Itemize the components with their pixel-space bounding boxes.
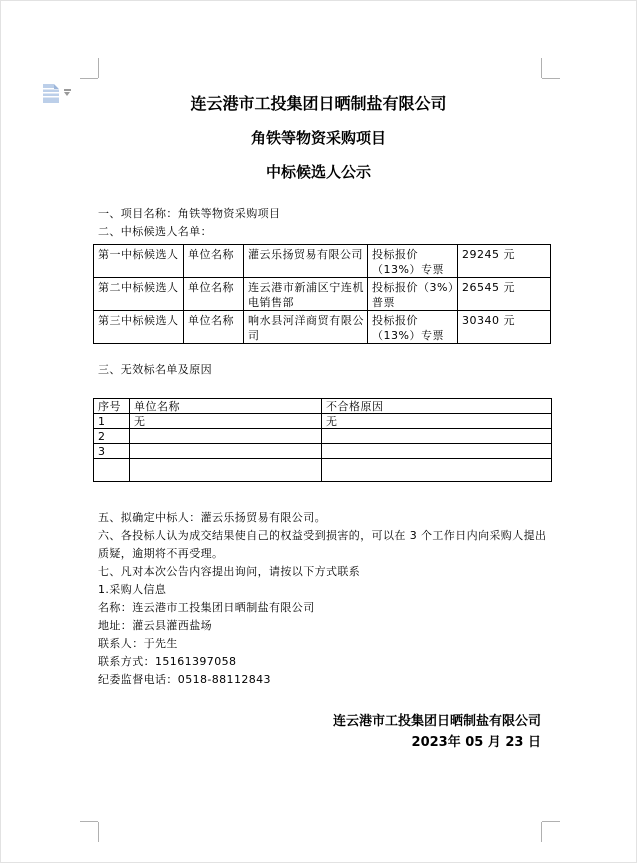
document-title-notice: 中标候选人公示 <box>265 163 371 181</box>
text-boundary-mark-bottom-right <box>542 821 560 822</box>
cell-field-label: 单位名称 <box>184 245 244 278</box>
table-row <box>94 444 552 459</box>
col-header-no: 序号 <box>94 399 130 414</box>
text-boundary-mark-top-right <box>541 58 542 78</box>
invalid-bids-table <box>93 398 552 482</box>
cell-no: 3 <box>94 444 130 459</box>
cell-price: 30340 元 <box>458 311 551 344</box>
cell-quote: 投标报价（13%）专票 <box>368 311 458 344</box>
cell-reason <box>322 444 552 459</box>
table-header-row <box>94 399 552 414</box>
document-title-project: 角铁等物资采购项目 <box>250 129 386 147</box>
section-candidate-list-label: 二、中标候选人名单： <box>98 225 212 238</box>
cell-price: 26545 元 <box>458 278 551 311</box>
text-boundary-mark-bottom-right <box>541 822 542 842</box>
winners-table <box>93 244 551 344</box>
section-inquiry-contact: 七、凡对本次公告内容提出询问，请按以下方式联系 <box>98 565 361 578</box>
cell-reason <box>322 429 552 444</box>
col-header-reason: 不合格原因 <box>322 399 552 414</box>
table-row <box>94 278 551 311</box>
cell-price: 29245 元 <box>458 245 551 278</box>
cell-quote: 投标报价（13%）专票 <box>368 245 458 278</box>
signature-company: 连云港市工投集团日晒制盐有限公司 <box>332 714 541 729</box>
buyer-name: 名称：连云港市工投集团日晒制盐有限公司 <box>98 601 315 614</box>
text-boundary-mark-bottom-left <box>98 822 99 842</box>
cell-field-label: 单位名称 <box>184 311 244 344</box>
table-row <box>94 311 551 344</box>
cell-company: 无 <box>130 414 322 429</box>
section-project-name: 一、项目名称：角铁等物资采购项目 <box>98 207 281 220</box>
cell-company: 灌云乐扬贸易有限公司 <box>244 245 368 278</box>
cell-no: 1 <box>94 414 130 429</box>
cell-no <box>94 459 130 482</box>
cell-company: 连云港市新浦区宁连机电销售部 <box>244 278 368 311</box>
buyer-address: 地址：灌云县灌西盐场 <box>98 619 212 632</box>
signature-date: 2023年 05 月 23 日 <box>411 735 541 750</box>
chevron-bar <box>64 89 71 91</box>
text-boundary-mark-top-left <box>80 78 98 79</box>
supervision-phone: 纪委监督电话：0518-88112843 <box>98 673 271 686</box>
cell-reason: 无 <box>322 414 552 429</box>
cell-quote: 投标报价（3%）普票 <box>368 278 458 311</box>
document-title-company: 连云港市工投集团日晒制盐有限公司 <box>190 94 447 113</box>
cell-rank: 第一中标候选人 <box>94 245 184 278</box>
table-row <box>94 245 551 278</box>
section-invalid-bids-heading: 三、无效标名单及原因 <box>98 363 212 376</box>
cell-company <box>130 444 322 459</box>
contact-person: 联系人：于先生 <box>98 637 178 650</box>
table-row <box>94 414 552 429</box>
table-row <box>94 429 552 444</box>
contact-phone: 联系方式：15161397058 <box>98 655 237 668</box>
section-confirmed-winner: 五、拟确定中标人：灌云乐扬贸易有限公司。 <box>98 511 326 524</box>
cell-company <box>130 429 322 444</box>
signature-block <box>333 711 541 753</box>
text-boundary-mark-bottom-left <box>80 821 98 822</box>
cell-reason <box>322 459 552 482</box>
body-paragraphs <box>98 509 549 689</box>
col-header-company: 单位名称 <box>130 399 322 414</box>
table-row <box>94 459 552 482</box>
cell-rank: 第二中标候选人 <box>94 278 184 311</box>
text-boundary-mark-top-left <box>98 58 99 78</box>
cell-company: 响水县河洋商贸有限公司 <box>244 311 368 344</box>
cell-company <box>130 459 322 482</box>
section-objection-notice: 六、各投标人认为成交结果使自己的权益受到损害的，可以在 3 个工作日内向采购人提出质疑，逾期将不再受理。 <box>98 529 547 560</box>
text-boundary-mark-top-right <box>542 78 560 79</box>
cell-rank: 第三中标候选人 <box>94 311 184 344</box>
buyer-info-heading: 1.采购人信息 <box>98 583 167 596</box>
cell-field-label: 单位名称 <box>184 278 244 311</box>
cell-no: 2 <box>94 429 130 444</box>
